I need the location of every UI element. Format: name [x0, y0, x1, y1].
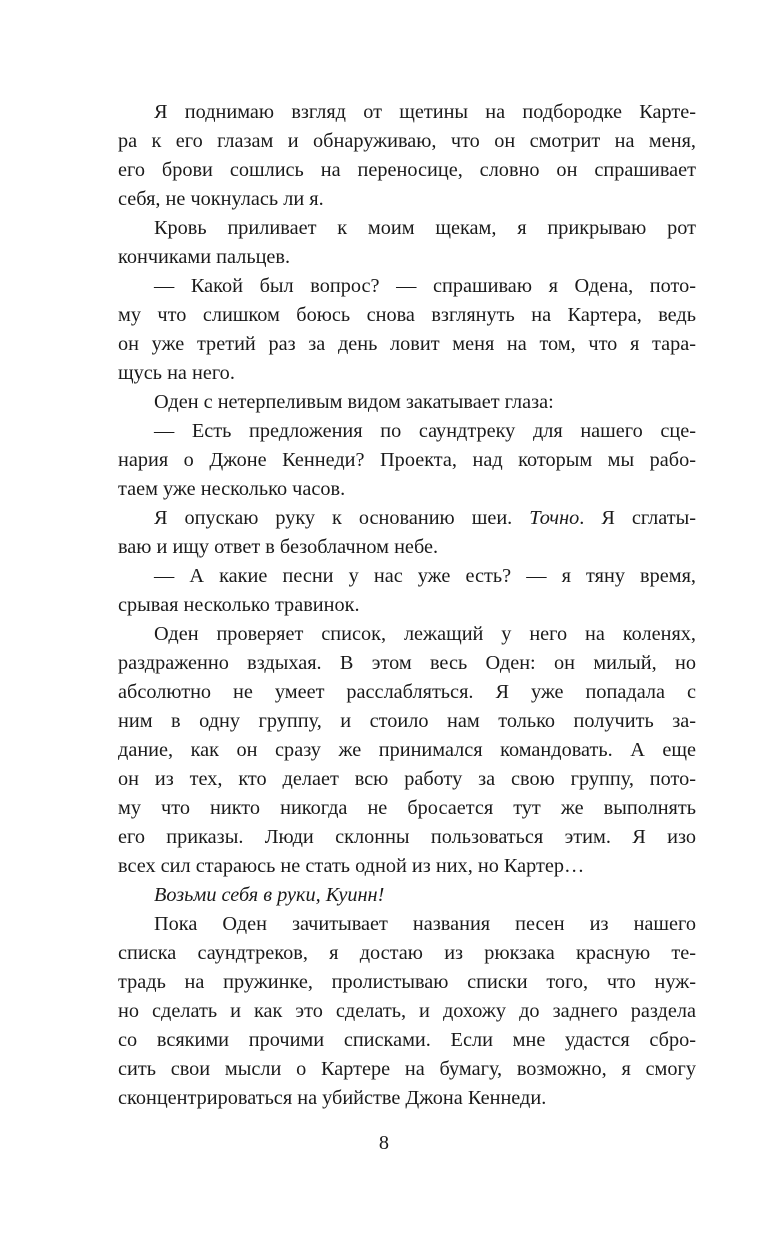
text-line: традь на пружинке, пролистываю списки того, что нуж-	[118, 971, 696, 993]
text-line: ваю и ищу ответ в безоблачном небе.	[118, 536, 439, 558]
page-number: 8	[378, 1132, 390, 1154]
text-line: сконцентрироваться на убийстве Джона Кеннеди.	[118, 1087, 547, 1109]
text-line: Пока Оден зачитывает названия песен из нашего	[154, 913, 696, 935]
italic-word: Точно	[529, 507, 580, 529]
text-line: му что никто никогда не бросается тут же выполнять	[118, 797, 696, 819]
text-line: ним в одну группу, и стоило нам только получить за-	[118, 710, 696, 732]
text-line: он из тех, кто делает всю работу за свою группу, пото-	[118, 768, 696, 790]
text-line: раздраженно вздыхая. В этом весь Оден: он милый, но	[118, 652, 696, 674]
paragraph	[118, 620, 696, 881]
paragraph	[118, 417, 696, 504]
text-line: му что слишком боюсь снова взглянуть на Картера, ведь	[118, 304, 696, 326]
text-line: — А какие песни у нас уже есть? — я тяну время,	[154, 565, 696, 587]
italic-line: Возьми себя в руки, Куинн!	[154, 884, 385, 906]
text-line: таем уже несколько часов.	[118, 478, 346, 500]
text-line: нария о Джоне Кеннеди? Проекта, над которым мы рабо-	[118, 449, 696, 471]
text-line: Оден с нетерпеливым видом закатывает глаза:	[154, 391, 554, 413]
text-line: но сделать и как это сделать, и дохожу до заднего раздела	[118, 1000, 696, 1022]
text-line: дание, как он сразу же принимался командовать. А еще	[118, 739, 696, 761]
text-line: срывая несколько травинок.	[118, 594, 360, 616]
paragraph	[118, 881, 696, 910]
text-line: списка саундтреков, я достаю из рюкзака красную те-	[118, 942, 696, 964]
text-line: — Есть предложения по саундтреку для нашего сце-	[154, 420, 696, 442]
text-line: сить свои мысли о Картере на бумагу, возможно, я смогу	[118, 1058, 696, 1080]
paragraph	[118, 214, 696, 272]
text-line: его приказы. Люди склонны пользоваться этим. Я изо	[118, 826, 696, 848]
paragraph	[118, 504, 696, 562]
text-line: абсолютно не умеет расслабляться. Я уже попадала с	[118, 681, 696, 703]
text-line	[118, 504, 696, 533]
text-line: Кровь приливает к моим щекам, я прикрываю рот	[154, 217, 696, 239]
text-run: Я опускаю руку к основанию шеи.	[154, 507, 530, 529]
paragraph	[118, 388, 696, 417]
paragraph	[118, 910, 696, 1113]
text-line: Я поднимаю взгляд от щетины на подбородке Карте-	[154, 101, 696, 123]
page-body	[118, 98, 696, 1113]
paragraph	[118, 98, 696, 214]
text-line: себя, не чокнулась ли я.	[118, 188, 324, 210]
paragraph	[118, 562, 696, 620]
text-line: кончиками пальцев.	[118, 246, 291, 268]
text-run: . Я сглаты-	[579, 507, 696, 529]
text-line: со всякими прочими списками. Если мне удастся сбро-	[118, 1029, 696, 1051]
paragraph	[118, 272, 696, 388]
text-line: он уже третий раз за день ловит меня на том, что я тара-	[118, 333, 696, 355]
text-line: Оден проверяет список, лежащий у него на коленях,	[154, 623, 696, 645]
text-line: — Какой был вопрос? — спрашиваю я Одена, пото-	[154, 275, 696, 297]
text-line: щусь на него.	[118, 362, 235, 384]
text-line: всех сил стараюсь не стать одной из них, но Картер…	[118, 855, 585, 877]
text-line: ра к его глазам и обнаруживаю, что он смотрит на меня,	[118, 130, 696, 152]
text-line: его брови сошлись на переносице, словно он спрашивает	[118, 159, 696, 181]
